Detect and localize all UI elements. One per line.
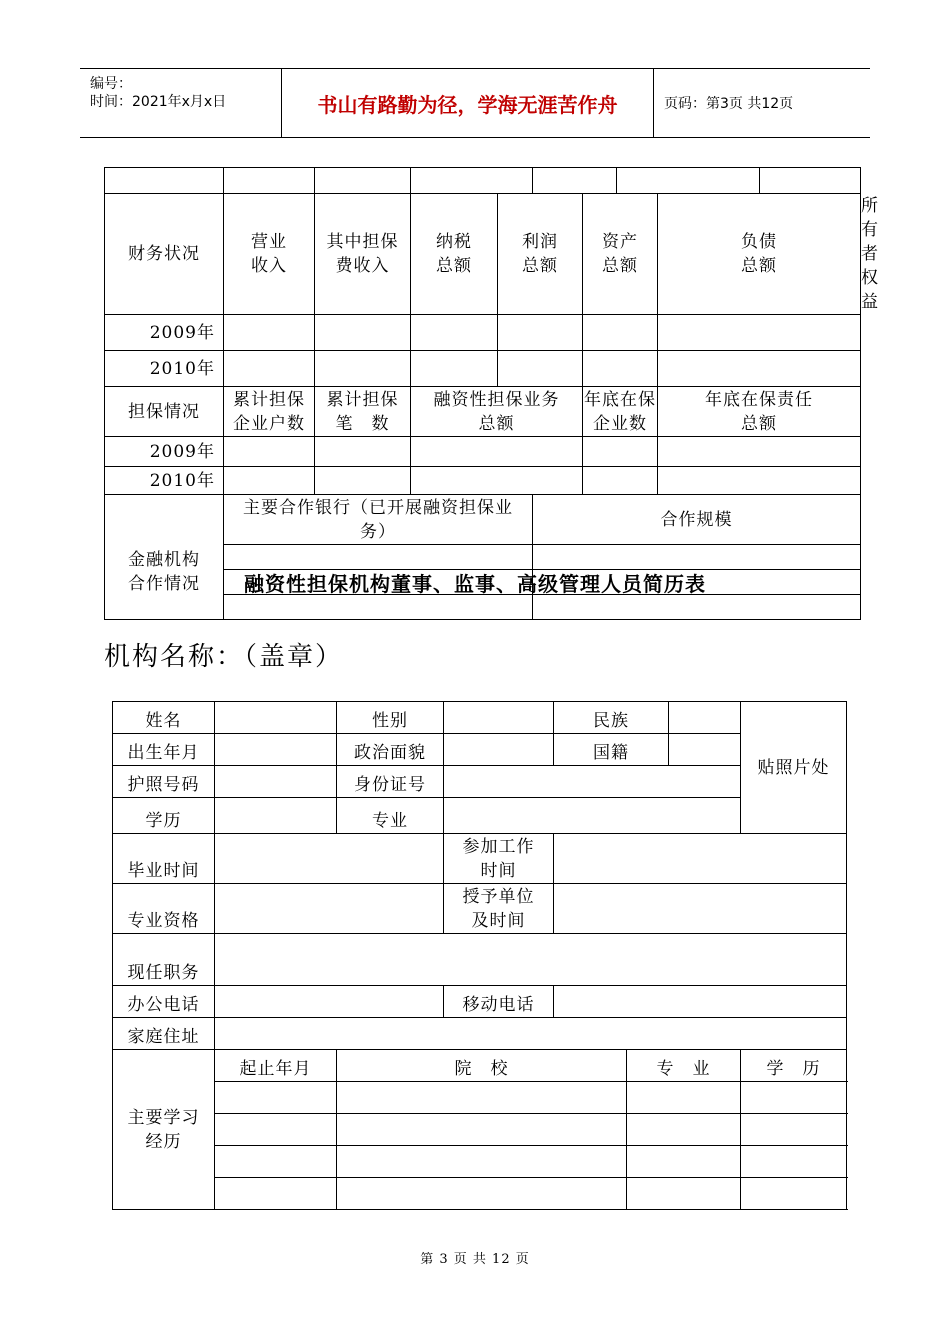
guarantee-col-header: 融资性担保业务 总额 [411,387,583,437]
gender-value[interactable] [444,702,554,734]
qualification-value[interactable] [215,884,444,934]
data-cell[interactable] [658,315,861,351]
data-cell[interactable] [411,315,498,351]
data-cell[interactable] [315,437,411,467]
financial-info-table: 财务状况 营业 收入 其中担保 费收入 纳税 总额 利润 总额 资产 总额 负债 总额 所有者权 益 2009年 2010年 担保情况 累计担保 企业户数 累计担保 笔 数 融资性担保业务 总额 年底在保 企业数 年底在保责任 总额 2009年 2010年 金融机构 合作情况 主要合作银行（已开展融资担保业 务） 合作规模 [104,167,861,620]
guarantee-col-header: 累计担保 企业户数 [224,387,315,437]
finance-col-header: 资产 总额 [583,194,658,315]
major-label: 专业 [337,798,444,834]
data-cell[interactable] [658,437,861,467]
blank-cell [224,168,315,194]
data-cell[interactable] [411,351,498,387]
data-cell[interactable] [337,1146,627,1178]
bank-col-header: 合作规模 [533,495,861,545]
time-label: 时间：2021年x月x日 [90,94,227,110]
finance-col-header: 利润 总额 [498,194,583,315]
page-info: 页码：第3页 共12页 [664,96,794,112]
office-phone-label: 办公电话 [113,986,215,1018]
org-name-label: 机构名称：（盖章） [104,642,344,672]
data-cell[interactable] [215,1146,337,1178]
page-footer: 第 3 页 共 12 页 [420,1252,530,1267]
guarantee-col-header: 累计担保 笔 数 [315,387,411,437]
work-start-value[interactable] [554,834,847,884]
finance-col-header: 营业 收入 [224,194,315,315]
data-cell[interactable] [224,595,533,620]
data-cell[interactable] [337,1082,627,1114]
passport-value[interactable] [215,766,337,798]
data-cell[interactable] [583,351,658,387]
data-cell[interactable] [337,1114,627,1146]
data-cell[interactable] [533,595,861,620]
data-cell[interactable] [627,1146,741,1178]
id-number-value[interactable] [444,766,741,798]
position-label: 现任职务 [113,934,215,986]
data-cell[interactable] [215,1178,337,1210]
data-cell[interactable] [627,1082,741,1114]
work-start-label: 参加工作 时间 [444,834,554,884]
grant-unit-label: 授予单位 及时间 [444,884,554,934]
gender-label: 性别 [337,702,444,734]
data-cell[interactable] [315,467,411,495]
data-cell[interactable] [498,351,583,387]
grant-unit-value[interactable] [554,884,847,934]
data-cell[interactable] [224,437,315,467]
study-col-header: 专 业 [627,1050,741,1082]
guarantee-col-header: 年底在保责任 总额 [658,387,861,437]
data-cell[interactable] [411,467,583,495]
resume-title: 融资性担保机构董事、监事、高级管理人员简历表 [244,572,706,596]
year-label: 2010年 [105,467,224,495]
nationality-label: 国籍 [554,734,669,766]
data-cell[interactable] [627,1178,741,1210]
blank-cell [105,168,224,194]
bank-label: 金融机构 合作情况 [105,495,224,620]
data-cell[interactable] [741,1146,847,1178]
address-value[interactable] [215,1018,847,1050]
grad-time-label: 毕业时间 [113,834,215,884]
data-cell[interactable] [658,467,861,495]
study-col-header: 学 历 [741,1050,847,1082]
blank-cell [411,168,533,194]
study-col-header: 院 校 [337,1050,627,1082]
id-number-label: 身份证号 [337,766,444,798]
grad-time-value[interactable] [215,834,444,884]
bank-col-header: 主要合作银行（已开展融资担保业 务） [224,495,533,545]
political-label: 政治面貌 [337,734,444,766]
data-cell[interactable] [583,315,658,351]
blank-cell [315,168,411,194]
education-label: 学历 [113,798,215,834]
office-phone-value[interactable] [215,986,444,1018]
data-cell[interactable] [337,1178,627,1210]
data-cell[interactable] [741,1114,847,1146]
data-cell[interactable] [583,467,658,495]
blank-cell [760,168,861,194]
data-cell[interactable] [741,1178,847,1210]
education-value[interactable] [215,798,337,834]
year-label: 2009年 [105,315,224,351]
data-cell[interactable] [741,1082,847,1114]
passport-label: 护照号码 [113,766,215,798]
year-label: 2009年 [105,437,224,467]
ethnicity-label: 民族 [554,702,669,734]
data-cell[interactable] [533,545,861,570]
guarantee-label: 担保情况 [105,387,224,437]
mobile-label: 移动电话 [444,986,554,1018]
photo-placeholder[interactable]: 贴照片处 [741,702,847,834]
birth-label: 出生年月 [113,734,215,766]
finance-col-header: 其中担保 费收入 [315,194,411,315]
name-label: 姓名 [113,702,215,734]
data-cell[interactable] [224,351,315,387]
data-cell[interactable] [215,1114,337,1146]
address-label: 家庭住址 [113,1018,215,1050]
name-value[interactable] [215,702,337,734]
ethnicity-value[interactable] [669,702,741,734]
position-value[interactable] [215,934,847,986]
number-label: 编号： [90,76,132,92]
nationality-value[interactable] [669,734,741,766]
data-cell[interactable] [658,351,861,387]
birth-value[interactable] [215,734,337,766]
data-cell[interactable] [411,437,583,467]
data-cell[interactable] [498,315,583,351]
study-label: 主要学习 经历 [113,1050,215,1210]
data-cell[interactable] [315,351,411,387]
mobile-value[interactable] [554,986,847,1018]
data-cell[interactable] [215,1082,337,1114]
motto: 书山有路勤为径，学海无涯苦作舟 [281,69,654,137]
resume-table [112,701,847,1210]
blank-cell [533,168,617,194]
data-cell[interactable] [627,1114,741,1146]
finance-label: 财务状况 [105,194,224,315]
header-left [80,69,280,137]
data-cell[interactable] [224,315,315,351]
guarantee-col-header: 年底在保 企业数 [583,387,658,437]
political-value[interactable] [444,734,554,766]
data-cell[interactable] [224,545,533,570]
major-value[interactable] [444,798,741,834]
finance-col-header: 纳税 总额 [411,194,498,315]
blank-cell [617,168,760,194]
finance-col-header: 负债 总额 [658,194,861,315]
study-col-header: 起止年月 [215,1050,337,1082]
qualification-label: 专业资格 [113,884,215,934]
data-cell[interactable] [315,315,411,351]
data-cell[interactable] [224,467,315,495]
year-label: 2010年 [105,351,224,387]
data-cell[interactable] [583,437,658,467]
page-header [80,68,870,138]
